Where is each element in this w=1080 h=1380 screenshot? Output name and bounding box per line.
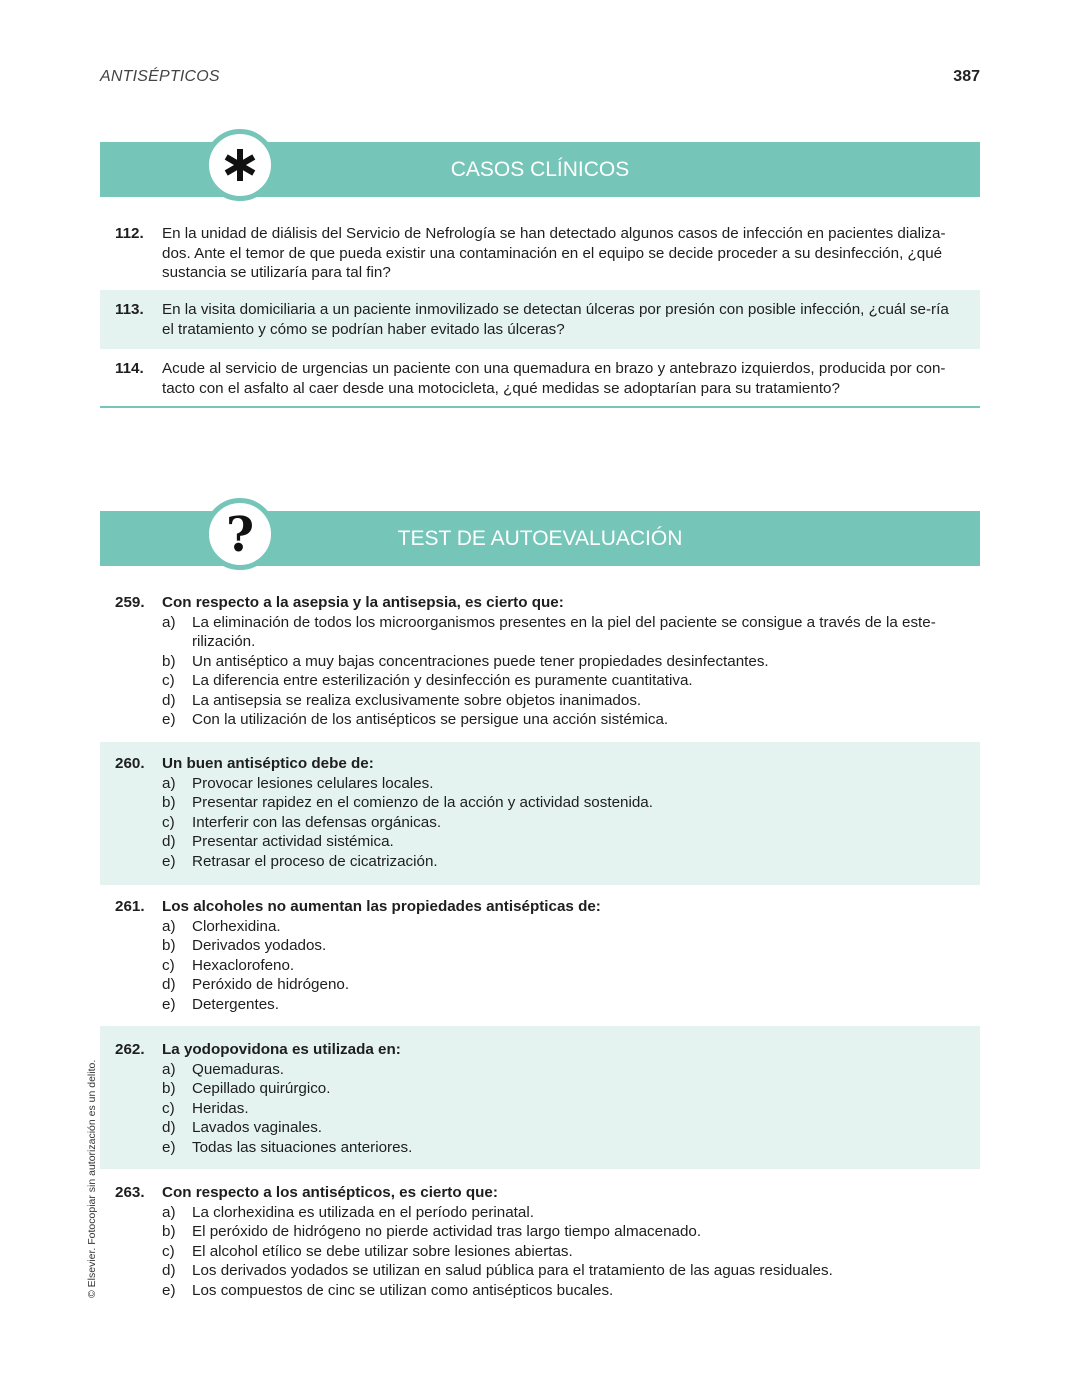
option-letter: a) — [162, 917, 176, 935]
question-stem: Con respecto a los antisépticos, es cierto que: — [162, 1184, 498, 1201]
case-item — [100, 222, 980, 289]
answer-option — [162, 671, 980, 691]
asterisk-icon — [222, 147, 258, 183]
answer-option — [162, 613, 980, 652]
option-text: El alcohol etílico se debe utilizar sobre lesiones abiertas. — [192, 1242, 573, 1260]
option-letter: d) — [162, 1262, 176, 1279]
option-text: Interferir con las defensas orgánicas. — [192, 813, 442, 831]
option-letter: c) — [162, 956, 175, 974]
option-letter: c) — [162, 672, 175, 689]
option-text: Clorhexidina. — [192, 917, 281, 935]
answer-option — [162, 975, 980, 995]
question-number: 263. — [115, 1184, 145, 1201]
option-letter: d) — [162, 976, 176, 993]
answer-option — [162, 652, 980, 672]
question-item — [100, 1183, 980, 1300]
option-letter: e) — [162, 1138, 176, 1156]
answer-option — [162, 793, 980, 813]
answer-option — [162, 691, 980, 711]
option-text: Retrasar el proceso de cicatrización. — [192, 852, 438, 870]
option-text: Los compuestos de cinc se utilizan como antisépticos bucales. — [192, 1281, 614, 1299]
case-text: En la visita domiciliaria a un paciente inmovilizado se detectan úlceras por presión con posible infección, ¿cuál se-ría el tratamiento y cómo se podrían haber evitado las úlceras? — [162, 301, 949, 338]
case-number: 114. — [115, 360, 144, 377]
option-letter: b) — [162, 937, 176, 954]
option-text: Un antiséptico a muy bajas concentraciones puede tener propiedades desinfectantes. — [192, 652, 769, 670]
option-text: Todas las situaciones anteriores. — [192, 1138, 413, 1156]
question-mark-icon-badge — [204, 498, 276, 570]
answer-option — [162, 813, 980, 833]
section-header-test — [100, 507, 980, 566]
option-letter: c) — [162, 813, 175, 831]
question-item — [100, 742, 980, 885]
option-text: Peróxido de hidrógeno. — [192, 976, 350, 993]
question-item — [100, 1026, 980, 1169]
question-number: 260. — [115, 755, 145, 772]
option-letter: e) — [162, 711, 176, 728]
question-item — [100, 897, 980, 1014]
option-letter: c) — [162, 1242, 175, 1260]
answer-option — [162, 956, 980, 976]
case-item — [100, 290, 980, 349]
option-letter: b) — [162, 652, 176, 670]
question-stem: Con respecto a la asepsia y la antisepsia, es cierto que: — [162, 594, 564, 611]
question-mark-icon: ? — [225, 507, 255, 563]
option-text: Cepillado quirúrgico. — [192, 1080, 331, 1097]
option-text: Presentar actividad sistémica. — [192, 833, 394, 850]
option-text: La diferencia entre esterilización y desinfección es puramente cuantitativa. — [192, 672, 693, 689]
option-letter: b) — [162, 1080, 176, 1097]
case-item — [100, 358, 980, 398]
question-stem: La yodopovidona es utilizada en: — [162, 1041, 401, 1058]
section-divider — [100, 406, 980, 408]
answer-option — [162, 1242, 980, 1262]
option-letter: a) — [162, 1203, 176, 1221]
question-item — [100, 591, 980, 734]
option-letter: a) — [162, 613, 176, 631]
option-text: Provocar lesiones celulares locales. — [192, 774, 434, 792]
option-letter: b) — [162, 1223, 176, 1240]
case-text: Acude al servicio de urgencias un paciente con una quemadura en brazo y antebrazo izquierdos, producida por con-tacto con el asfalto al caer desde una motocicleta, ¿qué medidas se adoptarían para su tratamiento? — [162, 360, 946, 397]
section-header-casos-clinicos — [100, 142, 980, 197]
section-title: CASOS CLÍNICOS — [450, 158, 630, 181]
question-number: 261. — [115, 898, 145, 915]
answer-option — [162, 1203, 980, 1223]
option-letter: d) — [162, 833, 176, 850]
answer-option — [162, 1222, 980, 1242]
answer-option — [162, 995, 980, 1015]
option-text: Detergentes. — [192, 995, 279, 1013]
answer-option — [162, 852, 980, 872]
chapter-title: ANTISÉPTICOS — [100, 68, 220, 85]
answer-option — [162, 1261, 980, 1281]
question-number: 259. — [115, 594, 145, 611]
answer-option — [162, 832, 980, 852]
option-letter: a) — [162, 1060, 176, 1078]
option-letter: e) — [162, 1281, 176, 1299]
option-text: Quemaduras. — [192, 1060, 285, 1078]
option-text: Los derivados yodados se utilizan en salud pública para el tratamiento de las aguas residuales. — [192, 1262, 833, 1279]
page-number: 387 — [953, 68, 980, 85]
answer-option — [162, 917, 980, 937]
case-number: 112. — [115, 225, 144, 242]
question-stem: Un buen antiséptico debe de: — [162, 755, 374, 772]
option-text: Hexaclorofeno. — [192, 956, 295, 974]
answer-option — [162, 1281, 980, 1301]
option-letter: a) — [162, 774, 176, 792]
option-text: Lavados vaginales. — [192, 1119, 323, 1136]
option-letter: b) — [162, 794, 176, 811]
section-title: TEST DE AUTOEVALUACIÓN — [397, 527, 683, 550]
option-letter: d) — [162, 1119, 176, 1136]
answer-option — [162, 774, 980, 794]
answer-option — [162, 710, 980, 730]
option-letter: c) — [162, 1099, 175, 1117]
option-text: Con la utilización de los antisépticos se persigue una acción sistémica. — [192, 711, 669, 728]
copyright-note: © Elsevier. Fotocopiar sin autorización es un delito. — [86, 1059, 98, 1298]
case-text: En la unidad de diálisis del Servicio de Nefrología se han detectado algunos casos de infección en pacientes dializa-dos. Ante el temor de que pueda existir una contaminación en el equipo se decide proceder a su desinfección, ¿qué sustancia se utilizaría para tal fin? — [162, 225, 946, 281]
answer-option — [162, 936, 980, 956]
option-text: La antisepsia se realiza exclusivamente sobre objetos inanimados. — [192, 691, 642, 709]
answer-option — [162, 1118, 980, 1138]
option-text: La eliminación de todos los microorganismos presentes en la piel del paciente se consigue a través de la este-rilización. — [192, 613, 936, 650]
option-letter: d) — [162, 691, 176, 709]
answer-option — [162, 1099, 980, 1119]
question-stem: Los alcoholes no aumentan las propiedades antisépticas de: — [162, 898, 601, 915]
answer-option — [162, 1138, 980, 1158]
answer-option — [162, 1060, 980, 1080]
question-number: 262. — [115, 1041, 145, 1058]
option-text: Derivados yodados. — [192, 937, 327, 954]
option-letter: e) — [162, 852, 176, 870]
option-text: Presentar rapidez en el comienzo de la acción y actividad sostenida. — [192, 794, 653, 811]
option-letter: e) — [162, 995, 176, 1013]
option-text: La clorhexidina es utilizada en el período perinatal. — [192, 1203, 534, 1221]
asterisk-icon-badge — [204, 129, 276, 201]
option-text: El peróxido de hidrógeno no pierde actividad tras largo tiempo almacenado. — [192, 1223, 702, 1240]
option-text: Heridas. — [192, 1099, 249, 1117]
answer-option — [162, 1079, 980, 1099]
case-number: 113. — [115, 301, 144, 318]
